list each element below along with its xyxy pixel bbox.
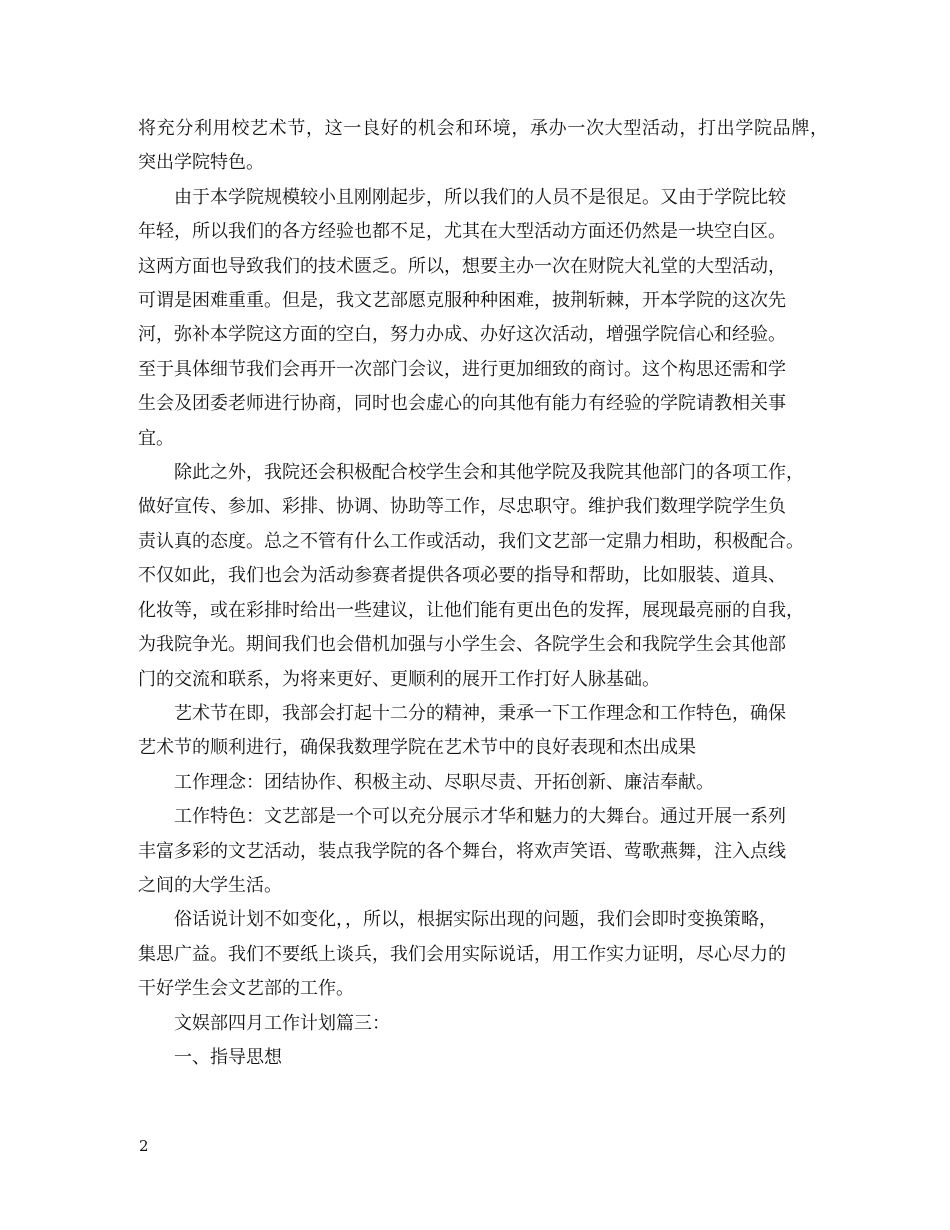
text-line: 一、指导思想 (174, 1046, 282, 1068)
text-line: 至于具体细节我们会再开一次部门会议，进行更加细致的商讨。这个构思还需和学 (138, 358, 786, 380)
text-line: 为我院争光。期间我们也会借机加强与小学生会、各院学生会和我院学生会其他部 (138, 634, 786, 656)
paragraph-7 (138, 903, 828, 1006)
paragraph-6 (138, 800, 828, 903)
text-line: 集思广益。我们不要纸上谈兵，我们会用实际说话，用工作实力证明，尽心尽力的 (138, 943, 786, 965)
section-heading (138, 1007, 828, 1041)
text-line: 责认真的态度。总之不管有什么工作或活动，我们文艺部一定鼎力相助，积极配合。 (138, 530, 804, 552)
text-line: 艺术节在即，我部会打起十二分的精神，秉承一下工作理念和工作特色，确保 (174, 702, 786, 724)
document-body (138, 112, 828, 1075)
text-line: 工作特色：文艺部是一个可以充分展示才华和魅力的大舞台。通过开展一系列 (174, 806, 786, 828)
paragraph-2 (138, 181, 828, 456)
text-line: 由于本学院规模较小且刚刚起步，所以我们的人员不是很足。又由于学院比较 (174, 186, 786, 208)
text-line: 门的交流和联系，为将来更好、更顺利的展开工作打好人脉基础。 (138, 668, 660, 690)
paragraph-4 (138, 697, 828, 766)
text-line: 突出学院特色。 (138, 152, 264, 174)
text-line: 工作理念：团结协作、积极主动、尽职尽责、开拓创新、廉洁奉献。 (174, 771, 714, 793)
text-line: 文娱部四月工作计划篇三： (174, 1012, 390, 1034)
text-line: 做好宣传、参加、彩排、协调、协助等工作，尽忠职守。维护我们数理学院学生负 (138, 496, 786, 518)
text-line: 之间的大学生活。 (138, 874, 282, 896)
text-line: 可谓是困难重重。但是，我文艺部愿克服种种困难，披荆斩棘，开本学院的这次先 (138, 290, 786, 312)
text-line: 生会及团委老师进行协商，同时也会虚心的向其他有能力有经验的学院请教相关事 (138, 393, 786, 415)
text-line: 艺术节的顺利进行，确保我数理学院在艺术节中的良好表现和杰出成果 (138, 737, 696, 759)
text-line: 不仅如此，我们也会为活动参赛者提供各项必要的指导和帮助，比如服装、道具、 (138, 565, 786, 587)
paragraph-5 (138, 766, 828, 800)
text-line: 河，弥补本学院这方面的空白，努力办成、办好这次活动，增强学院信心和经验。 (138, 324, 786, 346)
text-line: 宜。 (138, 427, 174, 449)
page-number: 2 (139, 1137, 149, 1155)
text-line: 丰富多彩的文艺活动，装点我学院的各个舞台，将欢声笑语、莺歌燕舞，注入点线 (138, 840, 786, 862)
text-line: 俗话说计划不如变化，，所以，根据实际出现的问题，我们会即时变换策略， (174, 909, 777, 931)
text-line: 将充分利用校艺术节，这一良好的机会和环境，承办一次大型活动，打出学院品牌， (138, 118, 828, 139)
subsection-heading (138, 1041, 828, 1075)
text-line: 年轻，所以我们的各方经验也都不足，尤其在大型活动方面还仍然是一块空白区。 (138, 221, 786, 243)
text-line: 除此之外，我院还会积极配合校学生会和其他学院及我院其他部门的各项工作， (174, 462, 804, 484)
paragraph-1 (138, 112, 828, 181)
paragraph-3 (138, 456, 828, 697)
text-line: 化妆等，或在彩排时给出一些建议，让他们能有更出色的发挥，展现最亮丽的自我， (138, 599, 804, 621)
text-line: 这两方面也导致我们的技术匮乏。所以，想要主办一次在财院大礼堂的大型活动， (138, 255, 786, 277)
text-line: 干好学生会文艺部的工作。 (138, 978, 354, 1000)
